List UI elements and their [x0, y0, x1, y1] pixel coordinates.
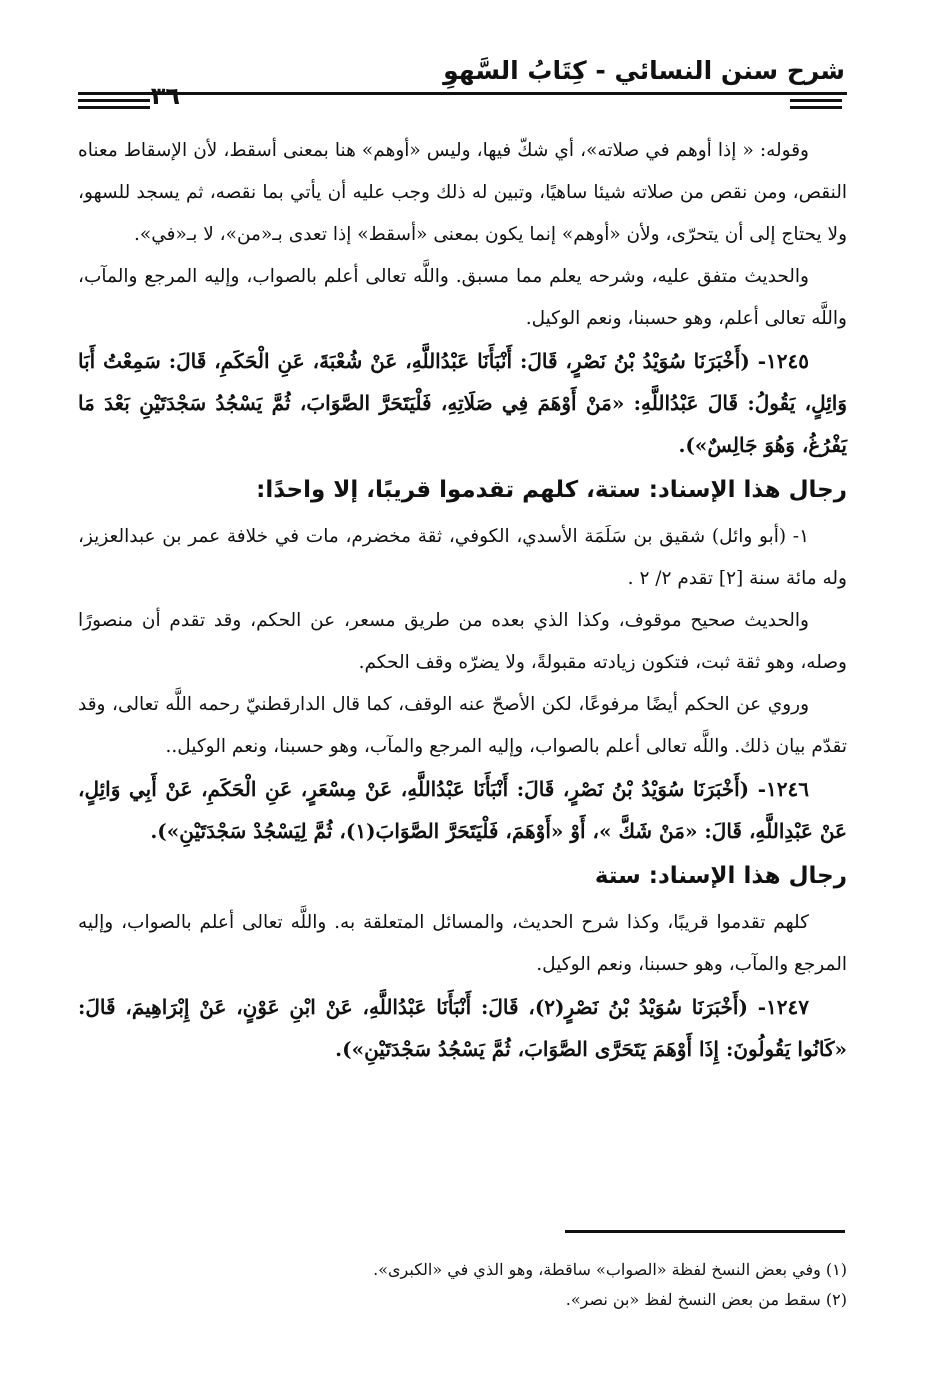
footnotes: [78, 1255, 847, 1315]
narrator-entry: ١- (أبو وائل) شقيق بن سَلَمَة الأسدي، الكوفي، ثقة مخضرم، مات في خلافة عمر بن عبدالعزيز، وله مائة سنة [٢] تقدم ٢/ ٢ .: [78, 526, 847, 589]
footnote: (١) وفي بعض النسخ لفظة «الصواب» ساقطة، وهو الذي في «الكبرى».: [373, 1260, 847, 1279]
paragraph: وروي عن الحكم أيضًا مرفوعًا، لكن الأصحّ عنه الوقف، كما قال الدارقطنيّ رحمه اللَّه تعالى، وقد تقدّم بيان ذلك. واللَّه تعالى أعلم بالصواب، وإليه المرجع والمآب، وهو حسبنا، ونعم الوكيل..: [78, 694, 847, 757]
footnote-rule: [565, 1230, 845, 1233]
paragraph: كلهم تقدموا قريبًا، وكذا شرح الحديث، والمسائل المتعلقة به. واللَّه تعالى أعلم بالصواب، وإليه المرجع والمآب، وهو حسبنا، ونعم الوكيل.: [78, 912, 847, 975]
header-title: شرح سنن النسائي - كِتَابُ السَّهوِ: [443, 56, 845, 85]
hadith-1247: ١٢٤٧- (أَخْبَرَنَا سُوَيْدُ بْنُ نَصْرٍ(٢)، قَالَ: أَنْبَأَنَا عَبْدُاللَّهِ، عَنْ ابْنِ عَوْنٍ، عَنْ إِبْرَاهِيمَ، قَالَ: «كَانُوا يَقُولُونَ: إِذَا أَوْهَمَ يَتَحَرَّى الصَّوَابَ، ثُمَّ يَسْجُدُ سَجْدَتَيْنِ»).: [78, 995, 847, 1061]
header-rule-page-right: [790, 106, 842, 109]
footnote: (٢) سقط من بعض النسخ لفظ «بن نصر».: [565, 1290, 847, 1309]
paragraph: والحديث صحيح موقوف، وكذا الذي بعده من طريق مسعر، عن الحكم، وقد تقدم أن منصورًا وصله، وهو ثقة ثبت، فتكون زيادته مقبولةً، ولا يضرّه وقف الحكم.: [78, 610, 847, 673]
header-rule-short-2: [78, 106, 150, 109]
header-rule-page-left: [790, 99, 842, 102]
header-rule-short-1: [78, 99, 150, 102]
hadith-1245: ١٢٤٥- (أَخْبَرَنَا سُوَيْدُ بْنُ نَصْرٍ، قَالَ: أَنْبَأَنَا عَبْدُاللَّهِ، عَنْ شُعْبَةَ، عَنِ الْحَكَمِ، قَالَ: سَمِعْتُ أَبَا وَائِلٍ، يَقُولُ: قَالَ عَبْدُاللَّهِ: «مَنْ أَوْهَمَ فِي صَلَاتِهِ، فَلْيَتَحَرَّ الصَّوَابَ، ثُمَّ يَسْجُدُ سَجْدَتَيْنِ بَعْدَ مَا يَفْرُغُ، وَهُوَ جَالِسٌ»).: [78, 349, 847, 457]
paragraph: وقوله: « إذا أوهم في صلاته»، أي شكّ فيها، وليس «أوهم» هنا بمعنى أسقط، لأن الإسقاط معناه النقص، ومن نقص من صلاته شيئا ساهيًا، وتبين له ذلك وجب عليه أن يأتي بما نقصه، ثم يسجد للسهو، ولا يحتاج إلى أن يتحرّى، ولأن «أوهم» إنما يكون بمعنى «أسقط» إذا تعدى بـ«من»، لا بـ«في».: [78, 140, 847, 245]
paragraph: والحديث متفق عليه، وشرحه يعلم مما مسبق. واللَّه تعالى أعلم بالصواب، وإليه المرجع والمآب، واللَّه تعالى أعلم، وهو حسبنا، ونعم الوكيل.: [78, 266, 847, 329]
main-text: [78, 130, 847, 1070]
running-header: [443, 56, 845, 90]
hadith-1246: ١٢٤٦- (أَخْبَرَنَا سُوَيْدُ بْنُ نَصْرٍ، قَالَ: أَنْبَأَنَا عَبْدُاللَّهِ، عَنْ مِسْعَرٍ، عَنِ الْحَكَمِ، عَنْ أَبِي وَائِلٍ، عَنْ عَبْدِاللَّهِ، قَالَ: «مَنْ شَكَّ »، أَوْ «أَوْهَمَ، فَلْيَتَحَرَّ الصَّوَابَ(١)، ثُمَّ لِيَسْجُدْ سَجْدَتَيْنِ»).: [78, 777, 847, 843]
section-heading: رجال هذا الإسناد: ستة، كلهم تقدموا قريبًا، إلا واحدًا:: [256, 477, 847, 503]
page-number: ٣٦: [150, 82, 180, 110]
header-rule-long: [78, 92, 847, 95]
section-heading: رجال هذا الإسناد: ستة: [594, 863, 847, 889]
